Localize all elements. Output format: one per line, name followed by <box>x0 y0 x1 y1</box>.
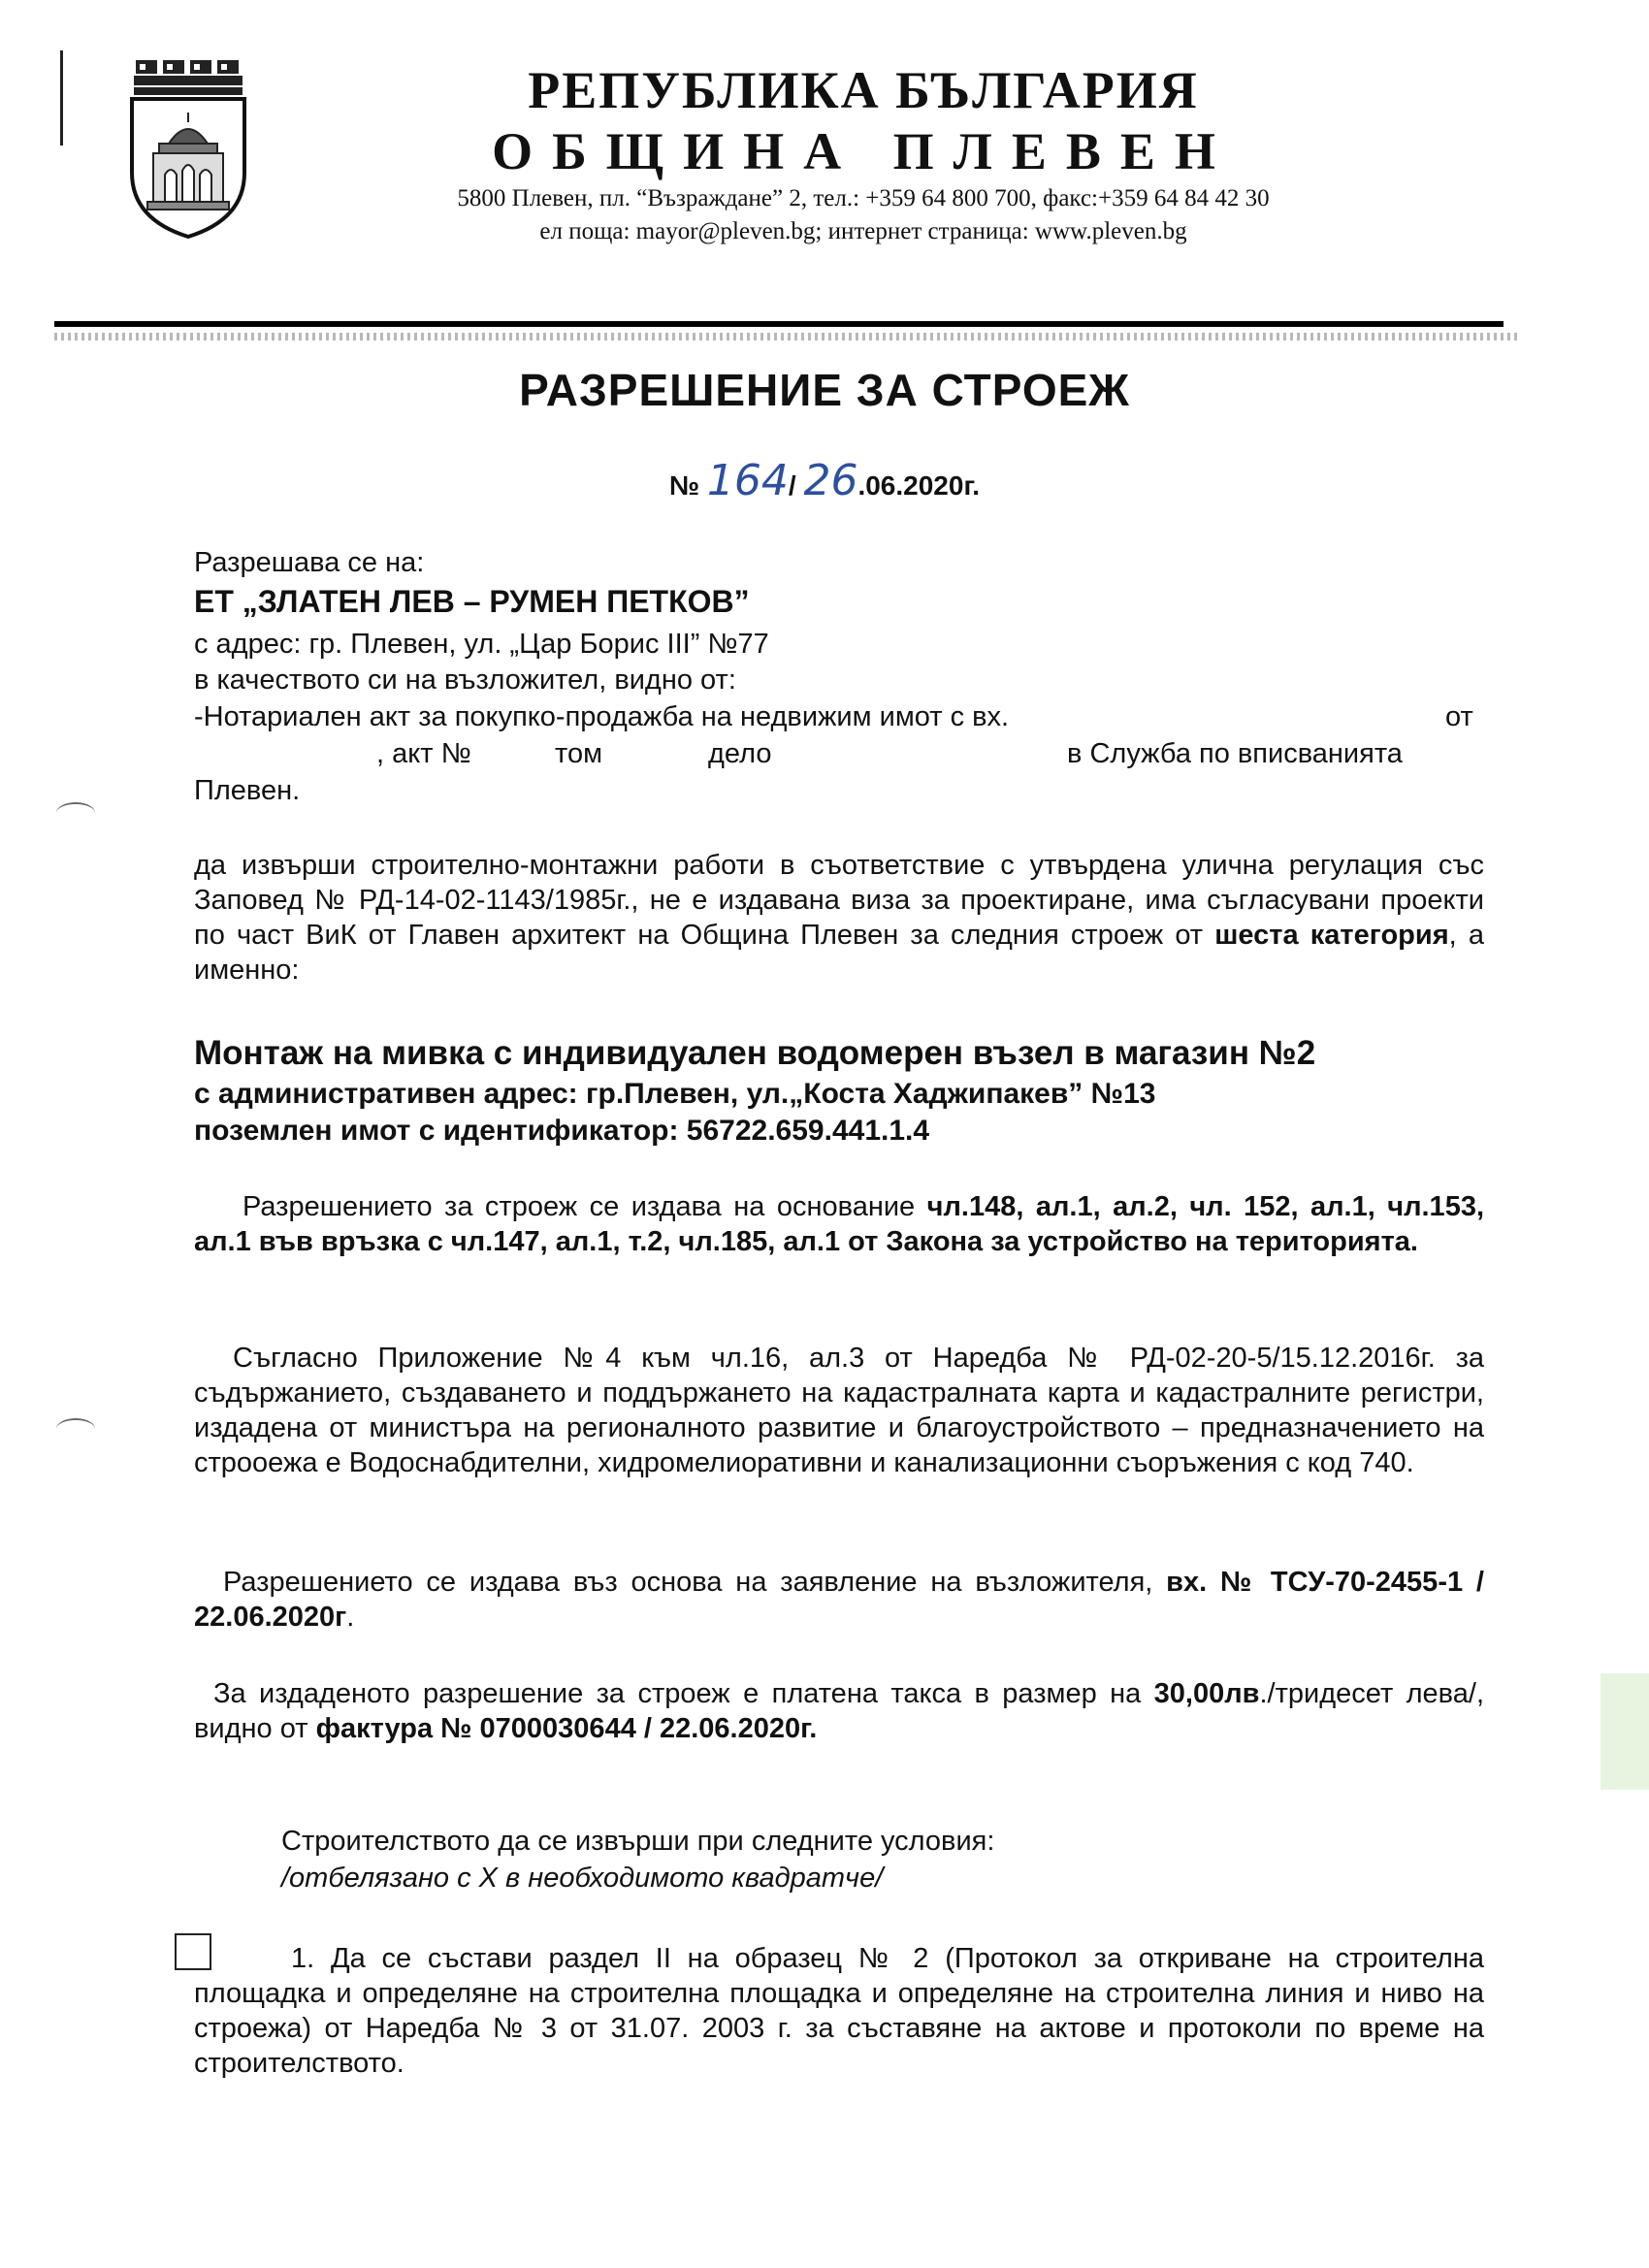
deed-line-1: -Нотариален акт за покупко-продажба на недвижим имот с вх. <box>194 701 1010 732</box>
handwritten-number: 164 <box>706 456 789 505</box>
object-parcel: поземлен имот с идентификатор: 56722.659.441.1.4 <box>194 1115 930 1147</box>
number-separator: / <box>788 470 796 501</box>
purpose-paragraph: Съгласно Приложение №4 към чл.16, ал.3 от Наредба № РД-02-20-5/15.12.2016г. за съдържанието, създаването и поддържането на кадастралната карта и кадастралните регистри, издадена от министъра на регионалното развитие и благоустройството – предназначението на строоежа е Водоснабдителни, хидромелиоративни и канализационни съоръжения с код 740. <box>194 1343 1484 1478</box>
deed-registry: в Служба по вписванията <box>1067 738 1403 769</box>
application-paragraph: Разрешението се издава въз основа на заявление на възложителя, вх. № ТСУ-70-2455-1 / 22.06.2020г. <box>194 1567 1484 1633</box>
number-prefix: № <box>668 470 700 501</box>
deed-volume: том <box>555 738 603 769</box>
margin-mark <box>56 802 95 824</box>
condition-1-text: 1. Да се състави раздел II на образец № 2 (Протокол за откриване на строителна площадка и определяне на строителна площадка и определяне на строителна линия и ниво на строежа) от Наредба № 3 от 31.07. 2003 г. за съставяне на актове и протоколи по време на строителството. <box>194 1943 1484 2079</box>
fee-paragraph: За издаденото разрешение за строеж е платена такса в размер на 30,00лв./тридесет лева/, видно от фактура № 0700030644 / 22.06.2020г. <box>194 1678 1484 1744</box>
grantee-role: в качеството си на възложител, видно от: <box>194 664 736 696</box>
object-title: Монтаж на мивка с индивидуален водомерен възел в магазин №2 <box>194 1034 1316 1072</box>
deed-city: Плевен. <box>194 775 301 806</box>
scan-highlight-mark <box>1600 1673 1649 1790</box>
scan-edge-mark <box>60 50 63 146</box>
handwritten-day: 26 <box>803 456 858 505</box>
country-name: РЕПУБЛИКА БЪЛГАРИЯ <box>528 61 1199 119</box>
grantee-name: ЕТ „ЗЛАТЕН ЛЕВ – РУМЕН ПЕТКОВ” <box>194 584 750 619</box>
conditions-note: /отбелязано с Х в необходимото квадратче/ <box>281 1863 884 1894</box>
address-line: 5800 Плевен, пл. “Възраждане” 2, тел.: +359 64 800 700, факс:+359 64 84 42 30 <box>457 185 1270 211</box>
pleven-coat-of-arms-icon <box>126 56 250 241</box>
margin-mark <box>56 1418 95 1440</box>
document-number <box>0 456 1649 505</box>
object-address: с административен адрес: гр.Плевен, ул.„Коста Хаджипакев” №13 <box>194 1078 1156 1110</box>
grantee-intro: Разрешава се на: <box>194 547 425 578</box>
deed-act: , акт № <box>376 738 471 769</box>
municipality-name: ОБЩИНА ПЛЕВЕН <box>492 122 1235 180</box>
letterhead <box>320 60 1406 248</box>
document-title: РАЗРЕШЕНИЕ ЗА СТРОЕЖ <box>519 365 1130 415</box>
date-suffix: .06.2020г. <box>857 470 981 501</box>
contact-line: ел поща: mayor@pleven.bg; интернет страница: www.pleven.bg <box>539 218 1187 244</box>
deed-case: дело <box>708 738 772 769</box>
conditions-intro: Строителството да се извърши при следните условия: <box>281 1826 995 1857</box>
grantee-address: с адрес: гр. Плевен, ул. „Цар Борис III” №77 <box>194 629 769 660</box>
header-divider-dotted <box>54 333 1519 340</box>
work-paragraph: да извърши строително-монтажни работи в съответствие с утвърдена улична регулация със Заповед № РД-14-02-1143/1985г., не е издавана виза за проектиране, има съгласувани проекти по част ВиК от Главен архитект на Община Плевен за следния строеж от шеста категория, а именно: <box>194 850 1484 986</box>
legal-basis-paragraph: Разрешението за строеж се издава на основание чл.148, ал.1, ал.2, чл. 152, ал.1, чл.153, ал.1 във връзка с чл.147, ал.1, т.2, чл.185, ал.1 от Закона за устройство на територията. <box>194 1191 1485 1257</box>
header-divider <box>54 321 1504 327</box>
deed-line-1-end: от <box>1445 701 1473 732</box>
